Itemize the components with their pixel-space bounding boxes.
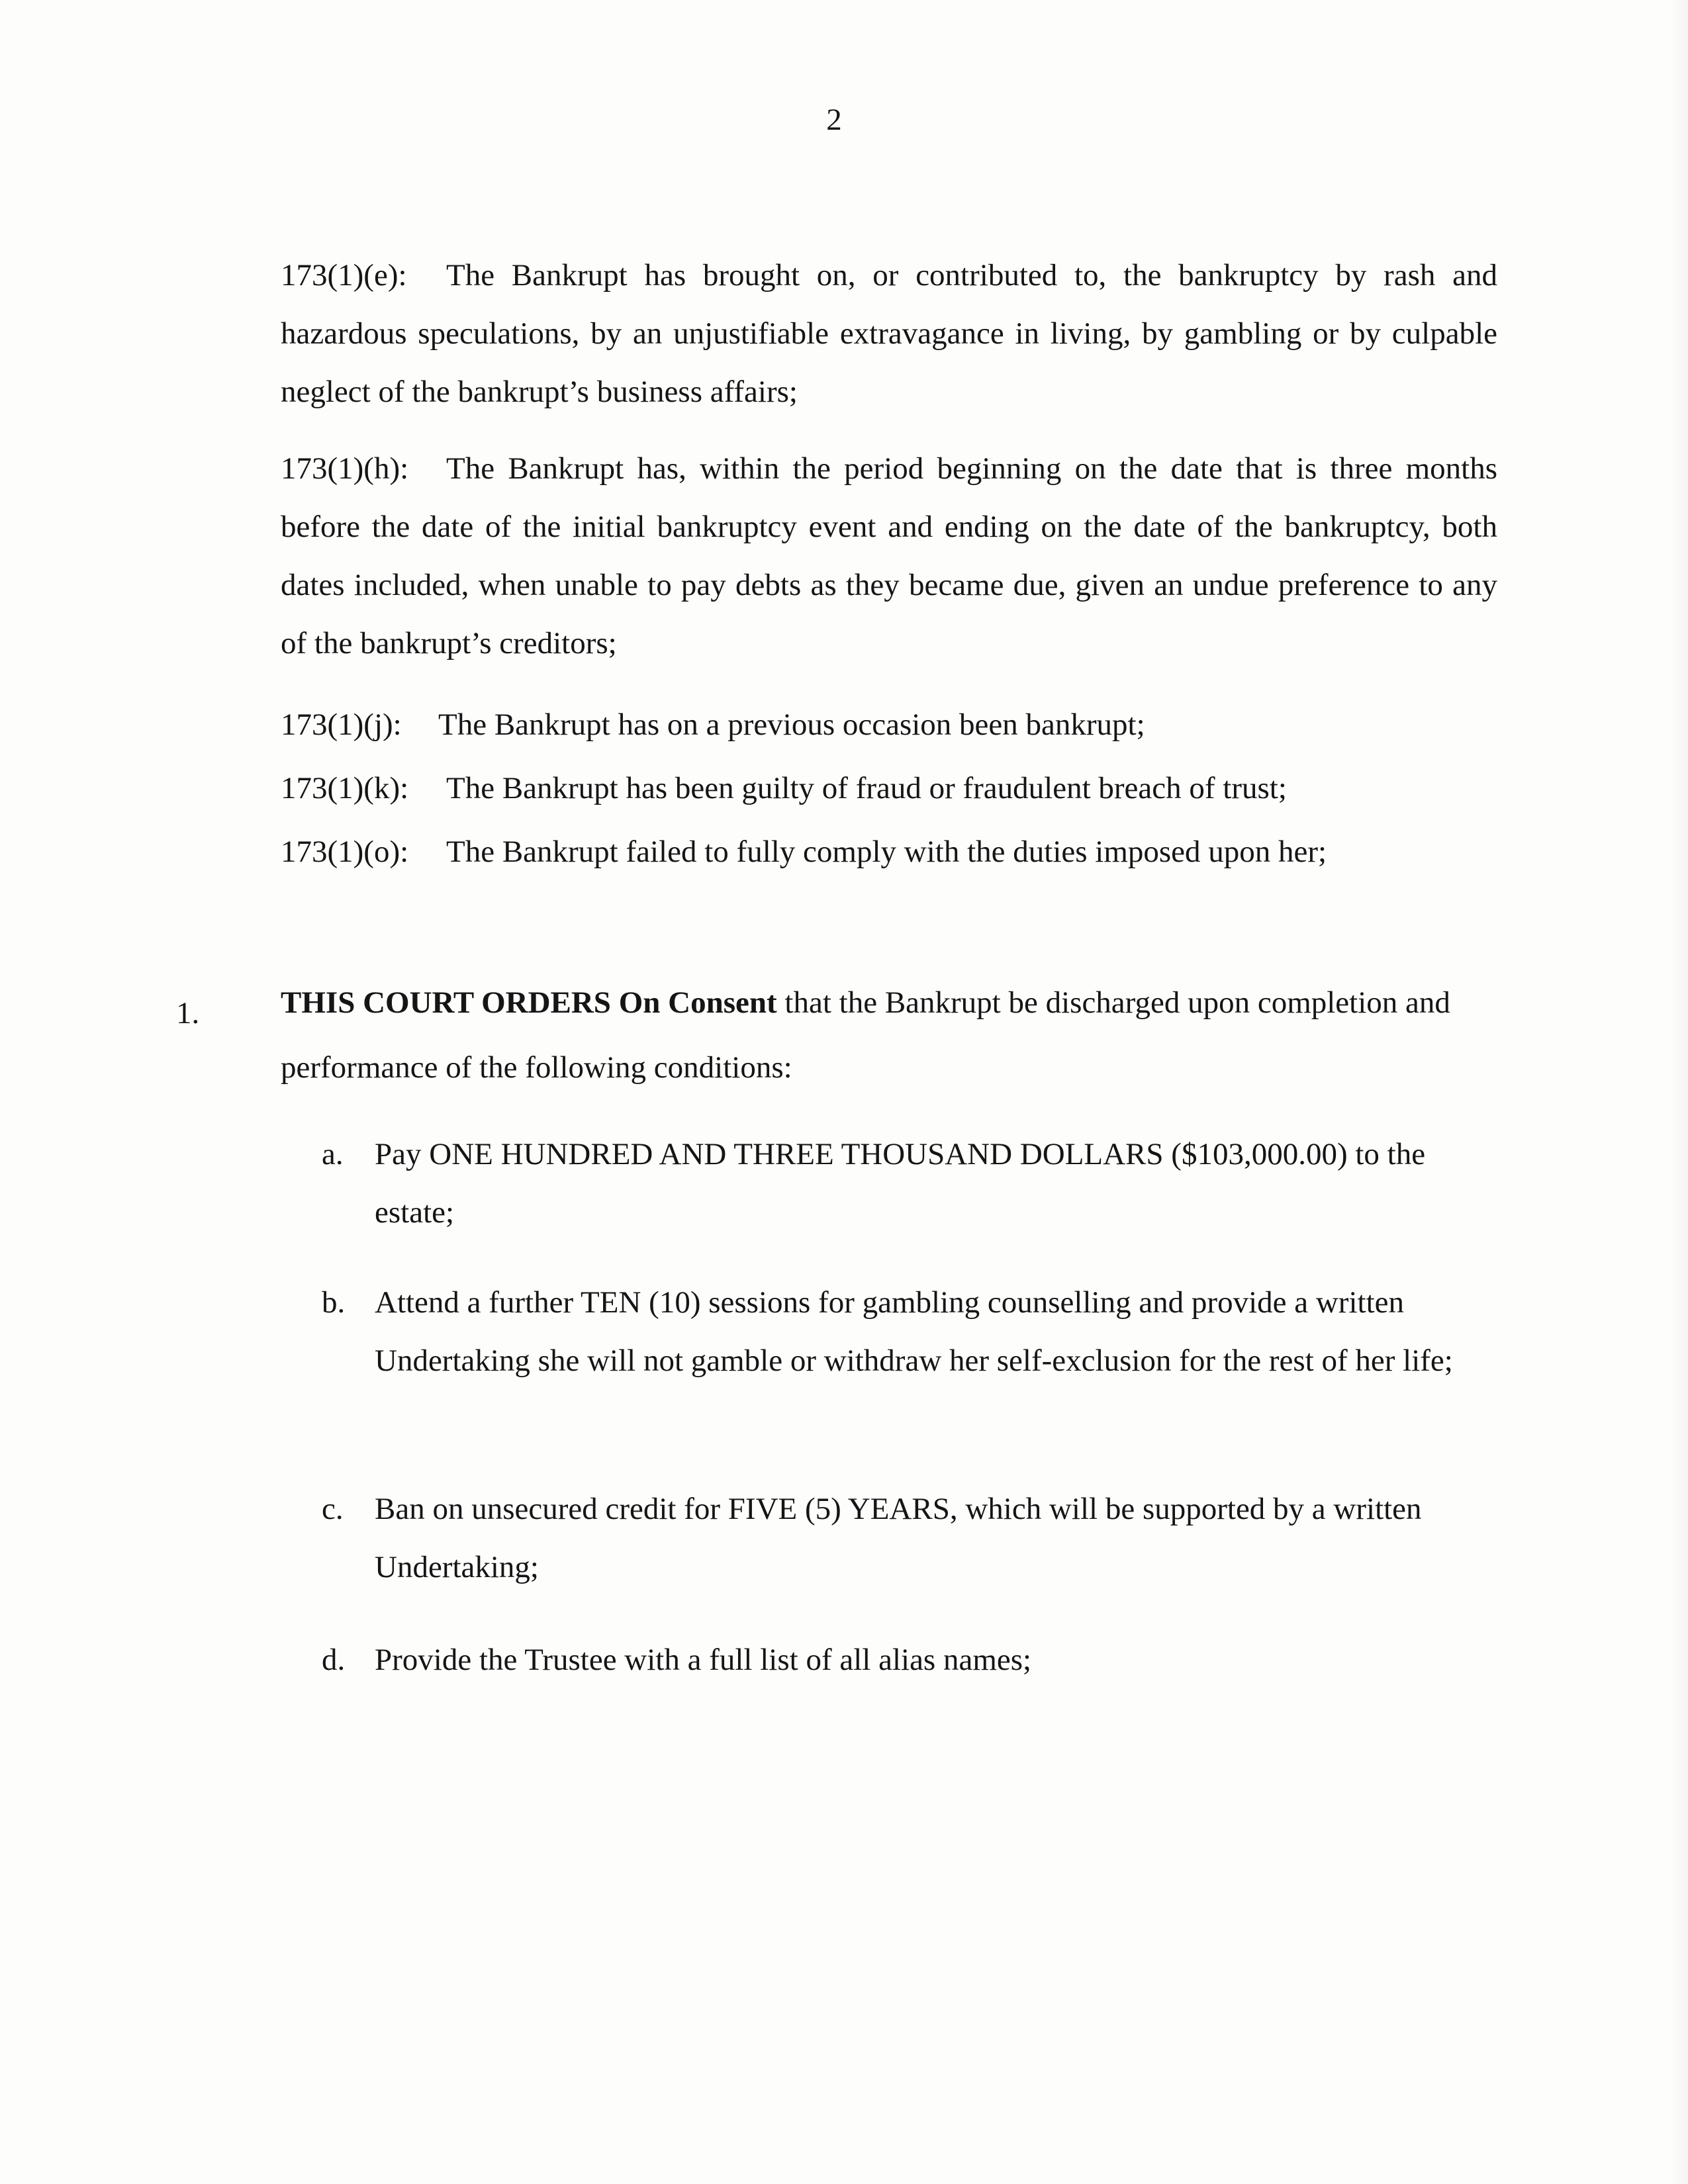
order-text: that the Bankrupt be discharged upon completion and performance of the following conditions: (281, 985, 1450, 1085)
condition-item-d (322, 1631, 1500, 1689)
section-reference: 173(1)(e): (281, 258, 407, 293)
ground-text: The Bankrupt failed to fully comply with the duties imposed upon her; (446, 835, 1327, 869)
condition-text: Attend a further TEN (10) sessions for gambling counselling and provide a written Undertaking she will not gamble or withdraw her self-exclusion for the rest of her life; (375, 1285, 1453, 1378)
ground-line-173-1-o (281, 837, 1327, 868)
section-reference: 173(1)(j): (281, 707, 402, 742)
condition-label: b. (322, 1285, 346, 1320)
condition-text: Provide the Trustee with a full list of all alias names; (375, 1643, 1032, 1677)
page-edge-shadow (1671, 0, 1688, 2184)
order-paragraph (281, 970, 1497, 1100)
ground-text: The Bankrupt has been guilty of fraud or fraudulent breach of trust; (446, 771, 1287, 805)
condition-label: c. (322, 1492, 344, 1526)
ground-paragraph-173-1-h (281, 439, 1497, 672)
ground-line-173-1-k (281, 773, 1287, 804)
condition-label: a. (322, 1137, 344, 1171)
ground-text: The Bankrupt has, within the period beginning on the date that is three months before the date of the initial bankruptcy event and ending on the date of the bankruptcy, both dates included, when unable to pay debts as they became due, given an undue preference to any of the bankrupt’s creditors; (281, 451, 1497, 660)
condition-item-a (322, 1125, 1500, 1242)
section-reference: 173(1)(h): (281, 451, 409, 486)
ground-paragraph-173-1-e (281, 246, 1497, 421)
condition-text: Ban on unsecured credit for FIVE (5) YEARS, which will be supported by a written Undertaking; (375, 1492, 1422, 1584)
ground-text: The Bankrupt has brought on, or contributed to, the bankruptcy by rash and hazardous speculations, by an unjustifiable extravagance in living, by gambling or by culpable neglect of the bankrupt’s business affairs; (281, 258, 1497, 409)
condition-text: Pay ONE HUNDRED AND THREE THOUSAND DOLLARS ($103,000.00) to the estate; (375, 1137, 1426, 1230)
condition-item-c (322, 1480, 1500, 1596)
condition-label: d. (322, 1643, 346, 1677)
section-reference: 173(1)(k): (281, 771, 409, 805)
section-reference: 173(1)(o): (281, 835, 409, 869)
condition-item-b (322, 1273, 1500, 1390)
page-number: 2 (826, 103, 842, 137)
order-number: 1. (176, 996, 200, 1030)
ground-text: The Bankrupt has on a previous occasion been bankrupt; (438, 707, 1145, 742)
order-bold-lead: THIS COURT ORDERS On Consent (281, 985, 777, 1020)
ground-line-173-1-j (281, 709, 1145, 741)
